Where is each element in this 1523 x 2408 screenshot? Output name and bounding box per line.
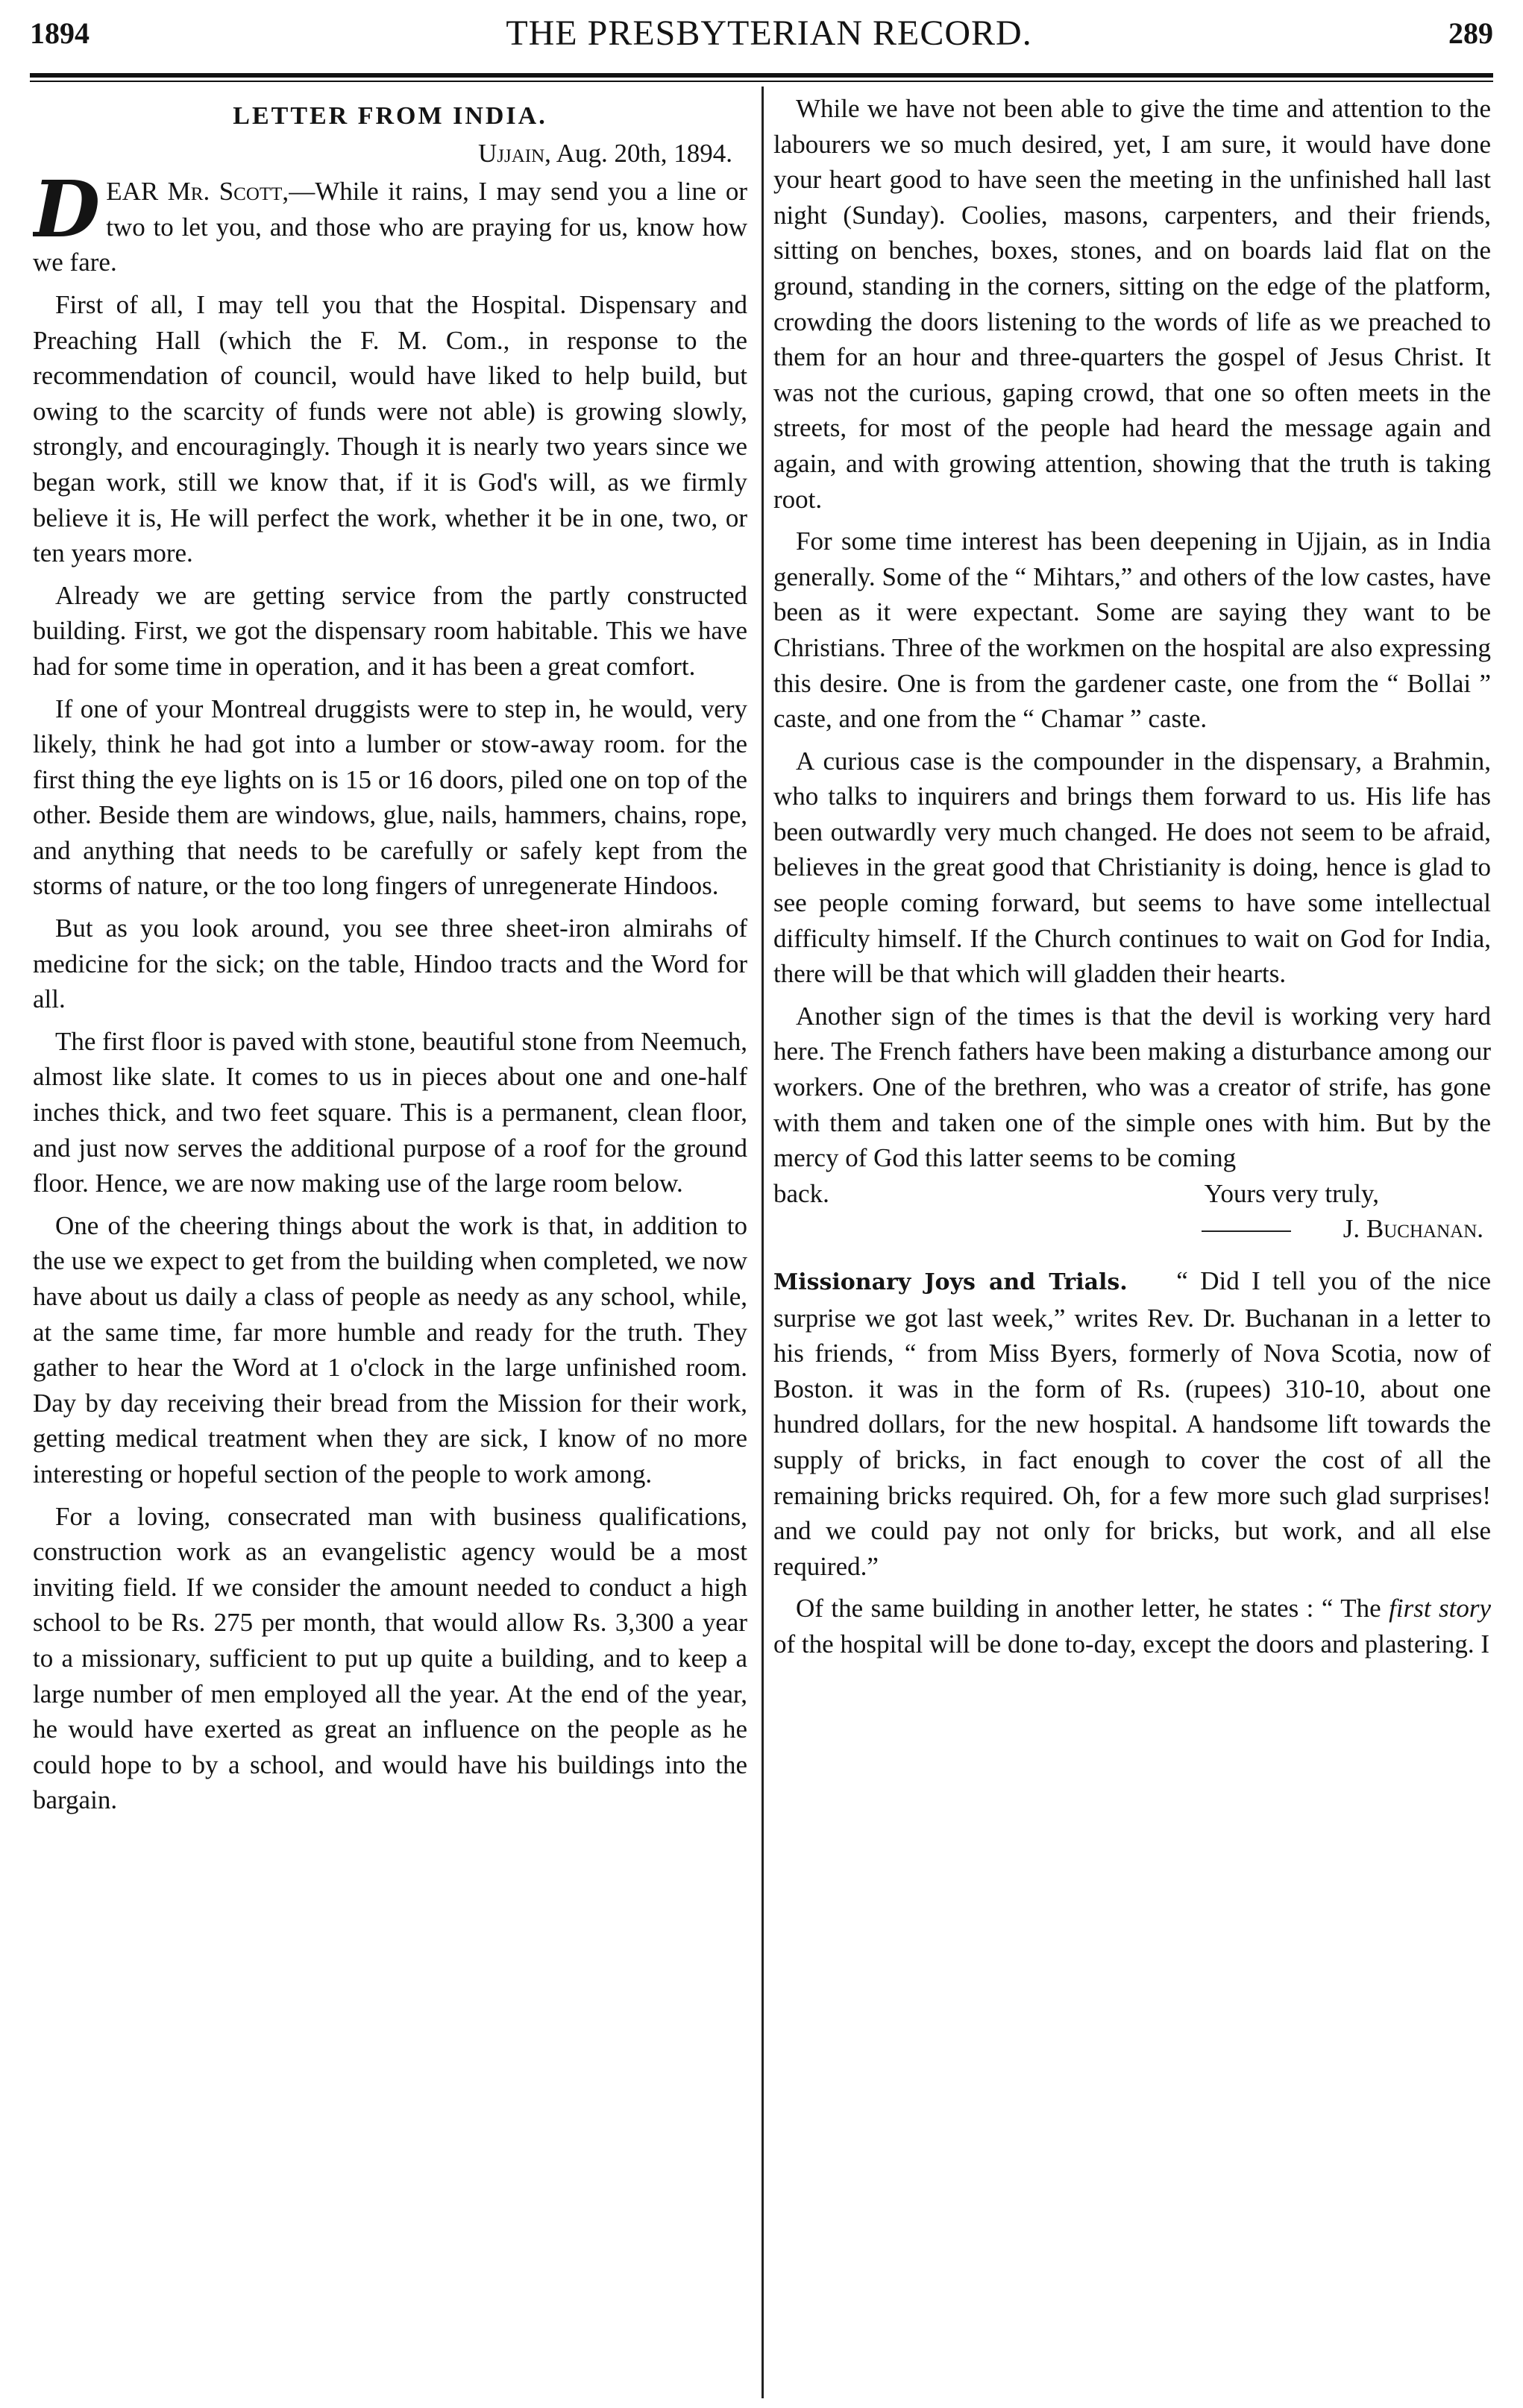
right-column: [773, 91, 1491, 2399]
header-year: 1894: [30, 16, 90, 50]
signature: J. Buchanan.: [1343, 1214, 1483, 1244]
publication-title: THE PRESBYTERIAN RECORD.: [506, 13, 1032, 53]
paragraph: While we have not been able to give the time and attention to the labourers we so much desired, yet, I am sure, it would have done your heart good to have seen the meeting in the unfinished hall last night (Sunday). Coolies, masons, carpenters, and their friends, sitting on benches, boxes, stones, and on boards laid flat on the ground, standing in the corners, sitting on the edge of the platform, crowding the doors listening to the words of life as we preached to them for an hour and three-quarters the gospel of Jesus Christ. It was not the curious, gaping crowd, that one so often meets in the streets, for most of the people had heard the message again and again, and with growing attention, showing that the truth is taking root.: [773, 94, 1491, 514]
dateline-date: Aug. 20th, 1894.: [556, 138, 732, 168]
column-divider: [762, 87, 764, 2398]
letter-closing: [773, 1176, 1491, 1247]
closing-yours: Yours very truly,: [1204, 1178, 1379, 1208]
header-rule: [30, 73, 1493, 78]
header-rule-thin: [30, 81, 1493, 82]
paragraph: A curious case is the compounder in the dispensary, a Brahmin, who talks to inquirers and brings them forward to us. His life has been outwardly very much changed. He does not seem to be afraid, believes in the great good that Christianity is doing, hence is glad to see people coming forward, but seems to have some intellectual difficulty himself. If the Church continues to wait on God for India, there will be that which will gladden their hearts.: [773, 746, 1491, 989]
paragraph: For some time interest has been deepening in Ujjain, as in India generally. Some of the “ Mihtars,” and others of the low castes, have been as it were expectant. Some are saying they want to be Christians. Three of the workmen on the hospital are also expressing this desire. One is from the gardener caste, one from the “ Bollai ” caste, and one from the “ Chamar ” caste.: [773, 526, 1491, 734]
paragraph-text: —While it rains, I may send you a line or two to let you, and those who are praying for us, know how we fare.: [33, 177, 747, 277]
paragraph: Already we are getting service from the partly constructed building. First, we got the dispensary room habitable. This we have had for some time in operation, and it has been a great comfort.: [33, 580, 747, 681]
paragraph: If one of your Montreal druggists were to step in, he would, very likely, think he had got into a lumber or stow-away room. for the first thing the eye lights on is 15 or 16 doors, piled one on top of the other. Beside them are windows, glue, nails, hammers, chains, rope, and anything that needs to be carefully or safely kept from the storms of nature, or the too long fingers of unregenerate Hindoos.: [33, 694, 747, 901]
article-title: LETTER FROM INDIA.: [233, 102, 547, 130]
paragraph-text: “ Did I tell you of the nice surprise we got last week,” writes Rev. Dr. Buchanan in a letter to his friends, “ from Miss Byers, formerly of Nova Scotia, now of Boston. it was in the form of Rs. (rupees) 310-10, about one hundred dollars, for the new hospital. A handsome lift towards the supply of bricks, in fact enough to cover the cost of all the remaining bricks required. Oh, for a few more such glad surprises! and we could pay not only for bricks, but work, and all else required.”: [773, 1266, 1491, 1581]
paragraph: But as you look around, you see three sheet-iron almirahs of medicine for the sick; on the table, Hindoo tracts and the Word for all.: [33, 914, 747, 1014]
page-header: [30, 4, 1493, 61]
paragraph: The first floor is paved with stone, beautiful stone from Neemuch, almost like slate. It comes to us in pieces about one and one-half inches thick, and two feet square. This is a permanent, clean floor, and just now serves the additional purpose of a roof for the ground floor. Hence, we are now making use of the large room below.: [33, 1026, 747, 1198]
paragraph: [33, 163, 747, 280]
section-sidehead: Missionary Joys and Trials.: [773, 1269, 1128, 1295]
paragraph: One of the cheering things about the work is that, in addition to the use we expect to get from the building when completed, we now have about us daily a class of people as needy as any school, while, at the same time, far more humble and ready for the truth. They gather to hear the Word at 1 o'clock in the large unfinished room. Day by day receiving their bread from the Mission for their work, getting medical treatment when they are sick, I know of no more interesting or hopeful section of the people to work among.: [33, 1210, 747, 1489]
paragraph: [773, 1591, 1491, 1662]
paragraph-text: Of the same building in another letter, he states : “ The: [796, 1594, 1389, 1623]
paragraph: For a loving, consecrated man with business qualifications, construction work as an evangelistic agency would be a most inviting field. If we consider the amount needed to conduct a high school to be Rs. 275 per month, that would allow Rs. 3,300 a year to a missionary, sufficient to put up quite a building, and to keep a large number of men employed all the year. At the end of the year, he would have exerted as great an influence on the people as he could hope to by a school, and would have his buildings into the bargain.: [33, 1501, 747, 1815]
page-number: 289: [1448, 16, 1493, 50]
drop-cap: D: [33, 163, 101, 256]
signature-dash: [1202, 1230, 1291, 1232]
paragraph: Another sign of the times is that the devil is working very hard here. The French fathers have been making a disturbance among our workers. One of the brethren, who was a creator of strife, has gone with them and taken one of the simple ones with him. But by the mercy of God this latter seems to be coming: [773, 1001, 1491, 1173]
paragraph: First of all, I may tell you that the Hospital. Dispensary and Preaching Hall (which the F. M. Com., in response to the recommendation of council, would have liked to help build, but owing to the scarcity of funds were not able) is growing slowly, strongly, and encouragingly. Though it is nearly two years since we began work, still we know that, if it is God's will, as we firmly believe it is, He will perfect the work, whether it be in one, two, or ten years more.: [33, 289, 747, 568]
left-column: [33, 91, 747, 2399]
article-dateline: [33, 136, 747, 172]
dateline-place: Ujjain,: [478, 138, 551, 168]
salutation: EAR Mr. Scott,: [106, 177, 289, 207]
paragraph-text: of the hospital will be done to-day, except the doors and plastering. I: [773, 1629, 1489, 1659]
closing-back: back.: [773, 1178, 829, 1208]
paragraph: [773, 1263, 1491, 1584]
emphasis: first story: [1389, 1594, 1491, 1623]
